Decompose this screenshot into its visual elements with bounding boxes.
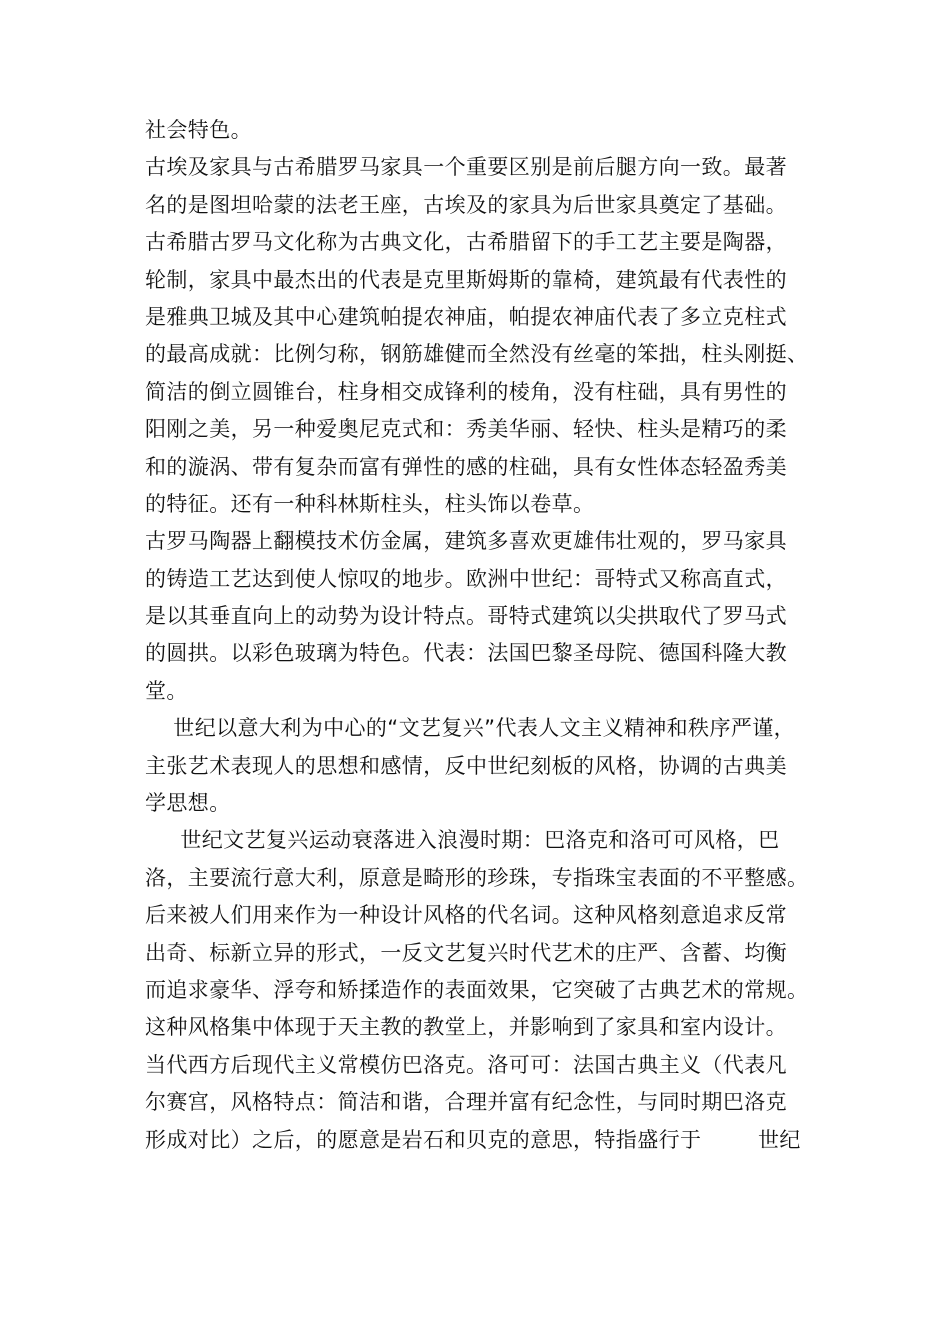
text-line: 和的漩涡、带有复杂而富有弹性的感的柱础，具有女性体态轻盈秀美	[145, 454, 787, 479]
text-line: 的最高成就：比例匀称，钢筋雄健而全然没有丝毫的笨拙，柱头刚挺、	[145, 342, 809, 367]
text-line: 的特征。还有一种科林斯柱头，柱头饰以卷草。	[145, 491, 595, 516]
text-line: 堂。	[145, 678, 188, 703]
text-line: 名的是图坦哈蒙的法老王座，古埃及的家具为后世家具奠定了基础。	[145, 192, 787, 217]
text-line: 出奇、标新立异的形式，一反文艺复兴时代艺术的庄严、含蓄、均衡	[145, 940, 787, 965]
text-line: 的圆拱。以彩色玻璃为特色。代表：法国巴黎圣母院、德国科隆大教	[145, 641, 787, 666]
text-line: 是以其垂直向上的动势为设计特点。哥特式建筑以尖拱取代了罗马式	[145, 604, 787, 629]
text-line: 轮制，家具中最杰出的代表是克里斯姆斯的靠椅，建筑最有代表性的	[145, 267, 787, 292]
text-line: 尔赛宫，风格特点：简洁和谐，合理并富有纪念性，与同时期巴洛克	[145, 1090, 787, 1115]
text-line: 古希腊古罗马文化称为古典文化，古希腊留下的手工艺主要是陶器，	[145, 230, 787, 255]
text-line: 古罗马陶器上翻模技术仿金属，建筑多喜欢更雄伟壮观的，罗马家具	[145, 529, 787, 554]
text-line: 阳刚之美，另一种爱奥尼克式和：秀美华丽、轻快、柱头是精巧的柔	[145, 417, 787, 442]
text-line: 社会特色。	[145, 118, 252, 142]
text-line: 这种风格集中体现于天主教的教堂上，并影响到了家具和室内设计。	[145, 1015, 787, 1040]
body-text	[145, 112, 815, 1159]
text-line: 洛，主要流行意大利，原意是畸形的珍珠，专指珠宝表面的不平整感。	[145, 865, 809, 890]
text-line: 而追求豪华、浮夸和矫揉造作的表面效果，它突破了古典艺术的常规。	[145, 977, 809, 1002]
text-line: 当代西方后现代主义常模仿巴洛克。洛可可：法国古典主义（代表凡	[145, 1052, 787, 1077]
text-line: 世纪以意大利为中心的“文艺复兴”代表人文主义精神和秩序严谨，	[145, 716, 796, 741]
text-line: 简洁的倒立圆锥台，柱身相交成锋利的棱角，没有柱础，具有男性的	[145, 379, 787, 404]
text-line: 的铸造工艺达到使人惊叹的地步。欧洲中世纪：哥特式又称高直式，	[145, 566, 787, 591]
text-line: 世纪文艺复兴运动衰落进入浪漫时期：巴洛克和洛可可风格，巴	[145, 828, 780, 853]
text-line: 是雅典卫城及其中心建筑帕提农神庙，帕提农神庙代表了多立克柱式	[145, 304, 787, 329]
text-line: 形成对比）之后，的愿意是岩石和贝克的意思，特指盛行于 世纪	[145, 1127, 801, 1152]
text-line: 主张艺术表现人的思想和感情，反中世纪刻板的风格，协调的古典美	[145, 753, 787, 778]
text-line: 学思想。	[145, 791, 231, 816]
text-line: 古埃及家具与古希腊罗马家具一个重要区别是前后腿方向一致。最著	[145, 155, 787, 180]
text-line: 后来被人们用来作为一种设计风格的代名词。这种风格刻意追求反常	[145, 903, 787, 928]
